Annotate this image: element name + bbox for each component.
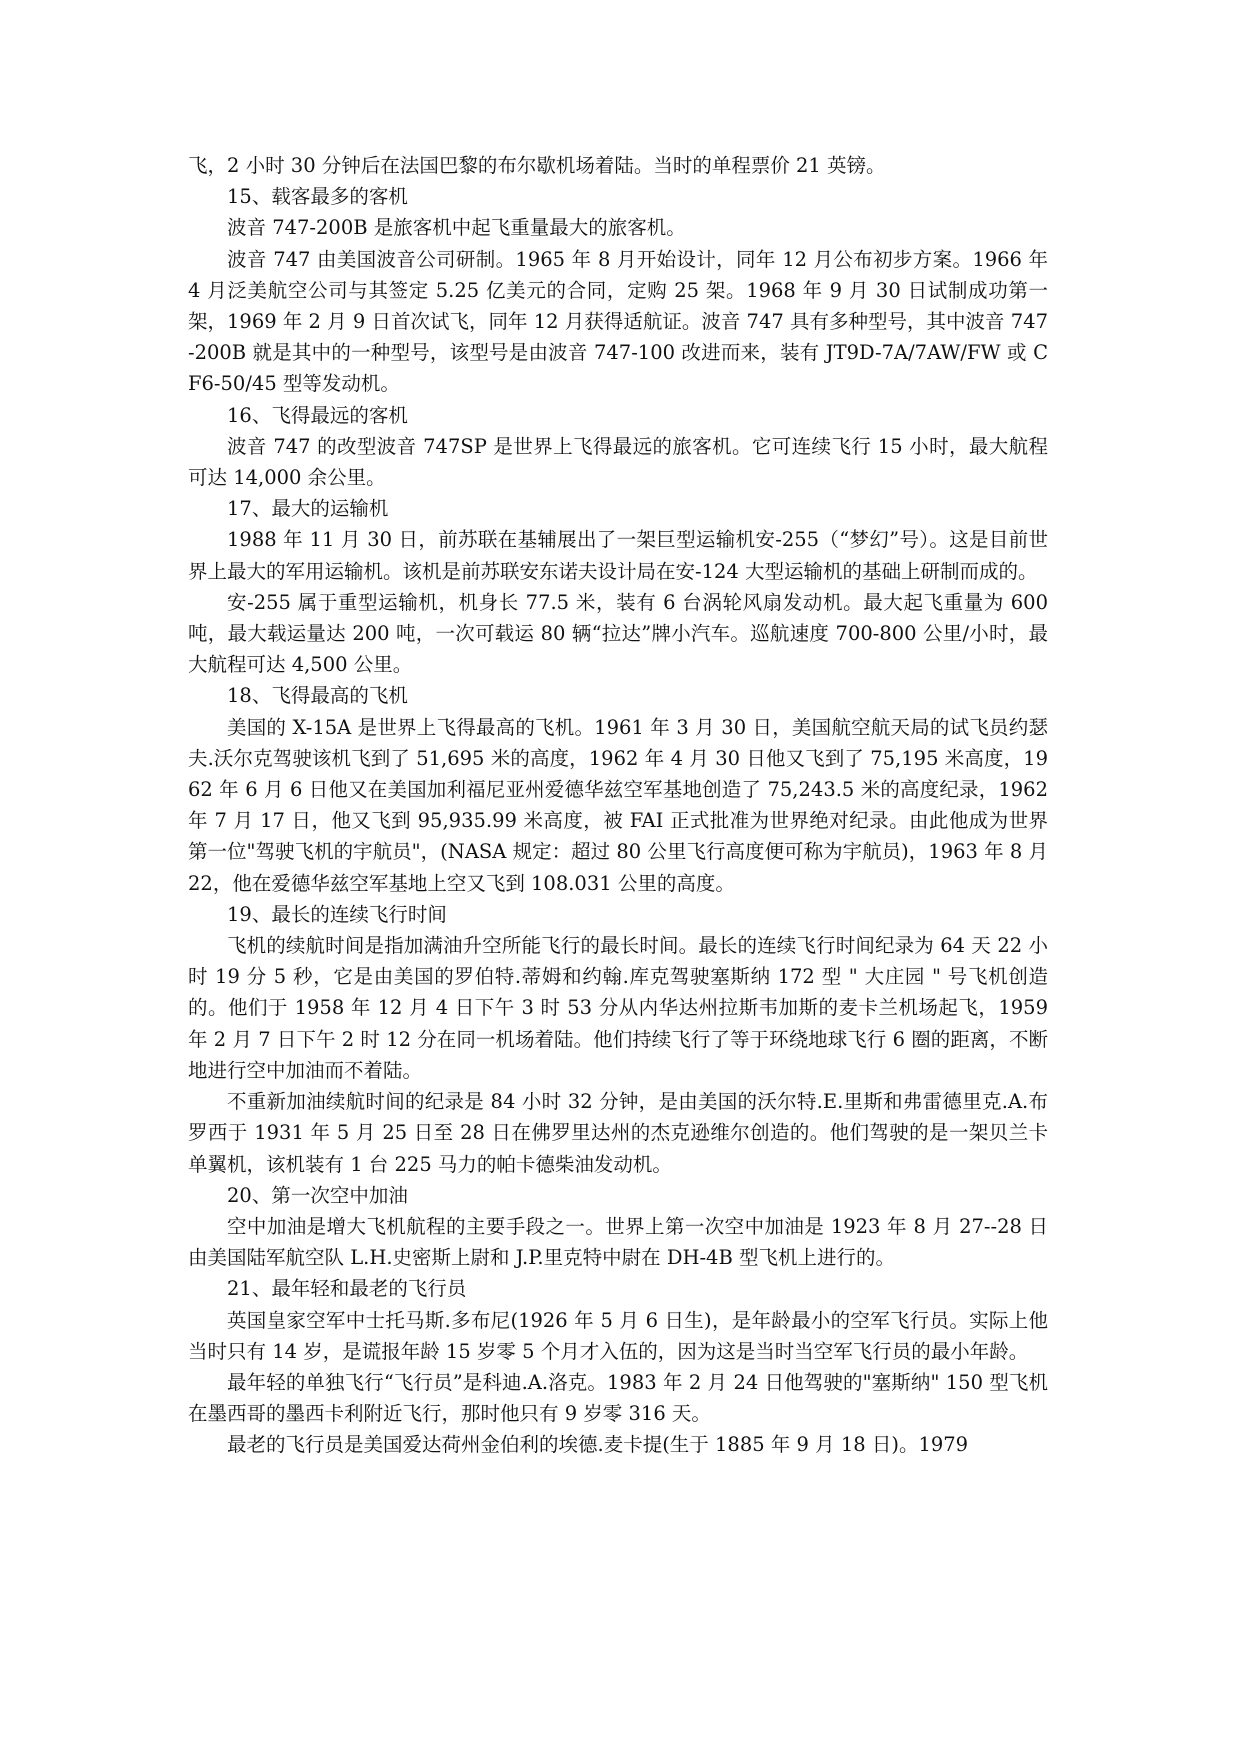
paragraph: 最年轻的单独飞行“飞行员”是科迪.A.洛克。1983 年 2 月 24 日他驾驶的"塞斯纳" 150 型飞机在墨西哥的墨西卡利附近飞行，那时他只有 9 岁零 316 天。 [188, 1370, 1048, 1426]
paragraph: 英国皇家空军中士托马斯.多布尼(1926 年 5 月 6 日生)，是年龄最小的空军飞行员。实际上他当时只有 14 岁，是谎报年龄 15 岁零 5 个月才入伍的，因为这是当时当空军飞行员的最小年龄。 [188, 1308, 1048, 1363]
section-heading-19: 19、最长的连续飞行时间 [227, 902, 447, 926]
paragraph: 1988 年 11 月 30 日，前苏联在基辅展出了一架巨型运输机安-255（“梦幻”号）。这是目前世界上最大的军用运输机。该机是前苏联安东诺夫设计局在安-124 大型运输机的基础上研制而成的。 [188, 528, 1048, 583]
section-heading-20: 20、第一次空中加油 [227, 1183, 408, 1207]
section-heading-18: 18、飞得最高的飞机 [227, 684, 408, 708]
section-heading-15: 15、载客最多的客机 [227, 185, 408, 209]
paragraph: 波音 747 由美国波音公司研制。1965 年 8 月开始设计，同年 12 月公布初步方案。1966 年 4 月泛美航空公司与其签定 5.25 亿美元的合同，定购 25 架。1968 年 9 月 30 日试制成功第一架，1969 年 2 月 9 日首次试飞，同年 12 月获得适航证。波音 747 具有多种型号，其中波音 747-200B 就是其中的一种型号，该型号是由波音 747-100 改进而来，装有 JT9D-7A/7AW/FW 或 CF6-50/45 型等发动机。 [188, 247, 1048, 396]
paragraph: 美国的 X-15A 是世界上飞得最高的飞机。1961 年 3 月 30 日，美国航空航天局的试飞员约瑟夫.沃尔克驾驶该机飞到了 51,695 米的高度，1962 年 4 月 30 日他又飞到了 75,195 米高度，1962 年 6 月 6 日他又在美国加利福尼亚州爱德华兹空军基地创造了 75,243.5 米的高度纪录，1962 年 7 月 17 日，他又飞到 95,935.99 米高度，被 FAI 正式批准为世界绝对纪录。由此他成为世界第一位"驾驶飞机的宇航员"，(NASA 规定：超过 80 公里飞行高度便可称为宇航员)，1963 年 8 月 22，他在爱德华兹空军基地上空又飞到 108.031 公里的高度。 [188, 715, 1048, 895]
section-heading-21: 21、最年轻和最老的飞行员 [227, 1277, 467, 1301]
paragraph: 最老的飞行员是美国爱达荷州金伯利的埃德.麦卡提(生于 1885 年 9 月 18 日)。1979 [227, 1433, 969, 1457]
paragraph: 波音 747-200B 是旅客机中起飞重量最大的旅客机。 [227, 216, 686, 240]
document-body [188, 150, 1048, 1461]
paragraph: 不重新加油续航时间的纪录是 84 小时 32 分钟，是由美国的沃尔特.E.里斯和弗雷德里克.A.布罗西于 1931 年 5 月 25 日至 28 日在佛罗里达州的杰克逊维尔创造的。他们驾驶的是一架贝兰卡单翼机，该机装有 1 台 225 马力的帕卡德柴油发动机。 [188, 1090, 1049, 1176]
paragraph: 空中加油是增大飞机航程的主要手段之一。世界上第一次空中加油是 1923 年 8 月 27--28 日由美国陆军航空队 L.H.史密斯上尉和 J.P.里克特中尉在 DH-4B 型飞机上进行的。 [188, 1214, 1048, 1270]
paragraph: 飞机的续航时间是指加满油升空所能飞行的最长时间。最长的连续飞行时间纪录为 64 天 22 小时 19 分 5 秒，它是由美国的罗伯特.蒂姆和约翰.库克驾驶塞斯纳 172 型 " 大庄园 " 号飞机创造的。他们于 1958 年 12 月 4 日下午 3 时 53 分从内华达州拉斯韦加斯的麦卡兰机场起飞，1959 年 2 月 7 日下午 2 时 12 分在同一机场着陆。他们持续飞行了等于环绕地球飞行 6 圈的距离，不断地进行空中加油而不着陆。 [188, 934, 1048, 1082]
paragraph: 波音 747 的改型波音 747SP 是世界上飞得最远的旅客机。它可连续飞行 15 小时，最大航程可达 14,000 余公里。 [188, 434, 1048, 490]
section-heading-16: 16、飞得最远的客机 [227, 403, 408, 427]
section-heading-17: 17、最大的运输机 [227, 497, 389, 521]
paragraph-continuation: 飞，2 小时 30 分钟后在法国巴黎的布尔歇机场着陆。当时的单程票价 21 英镑。 [188, 154, 886, 177]
paragraph: 安-255 属于重型运输机，机身长 77.5 米，装有 6 台涡轮风扇发动机。最大起飞重量为 600 吨，最大载运量达 200 吨，一次可载运 80 辆“拉达”牌小汽车。巡航速度 700-800 公里/小时，最大航程可达 4,500 公里。 [188, 590, 1048, 677]
